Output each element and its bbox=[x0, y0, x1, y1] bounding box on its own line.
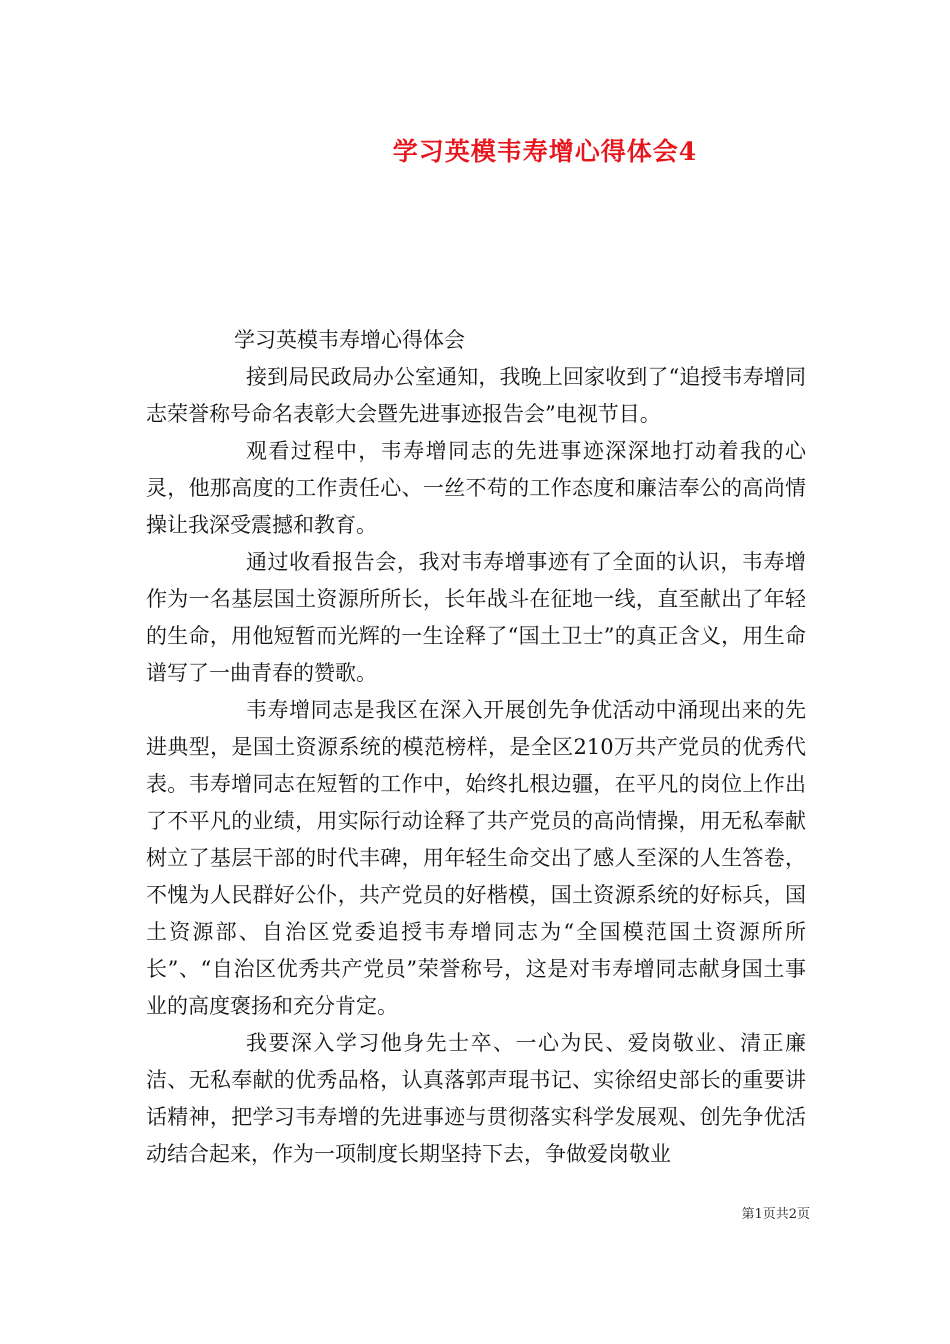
document-title: 学习英模韦寿增心得体会4 bbox=[392, 137, 698, 166]
paragraph: 通过收看报告会，我对韦寿增事迹有了全面的认识，韦寿增作为一名基层国土资源所所长，长年战斗在征地一线，直至献出了年轻的生命，用他短暂而光辉的一生诠释了“国土卫士”的真正含义，用生命谱写了一曲青春的赞歌。 bbox=[146, 550, 806, 685]
paragraph: 韦寿增同志是我区在深入开展创先争优活动中涌现出来的先进典型，是国土资源系统的模范榜样，是全区210万共产党员的优秀代表。韦寿增同志在短暂的工作中，始终扎根边疆，在平凡的岗位上作出了不平凡的业绩，用实际行动诠释了共产党员的高尚情操，用无私奉献树立了基层干部的时代丰碑，用年轻生命交出了感人至深的人生答卷，不愧为人民群好公仆，共产党员的好楷模，国土资源系统的好标兵，国土资源部、自治区党委追授韦寿增同志为“全国模范国土资源所所长”、“自治区优秀共产党员”荣誉称号，这是对韦寿增同志献身国土事业的高度褒扬和充分肯定。 bbox=[146, 698, 806, 1018]
page-number-footer: 第1页共2页 bbox=[741, 1207, 810, 1222]
paragraph: 观看过程中，韦寿增同志的先进事迹深深地打动着我的心灵，他那高度的工作责任心、一丝不苟的工作态度和廉洁奉公的高尚情操让我深受震撼和教育。 bbox=[146, 439, 806, 537]
document-subtitle: 学习英模韦寿增心得体会 bbox=[234, 328, 465, 352]
paragraph: 我要深入学习他身先士卒、一心为民、爱岗敬业、清正廉洁、无私奉献的优秀品格，认真落郭声琨书记、实徐绍史部长的重要讲话精神，把学习韦寿增的先进事迹与贯彻落实科学发展观、创先争优活动结合起来，作为一项制度长期坚持下去，争做爱岗敬业 bbox=[146, 1031, 806, 1166]
paragraph: 接到局民政局办公室通知，我晚上回家收到了“追授韦寿增同志荣誉称号命名表彰大会暨先进事迹报告会”电视节目。 bbox=[146, 365, 806, 426]
document-body bbox=[146, 322, 806, 1173]
